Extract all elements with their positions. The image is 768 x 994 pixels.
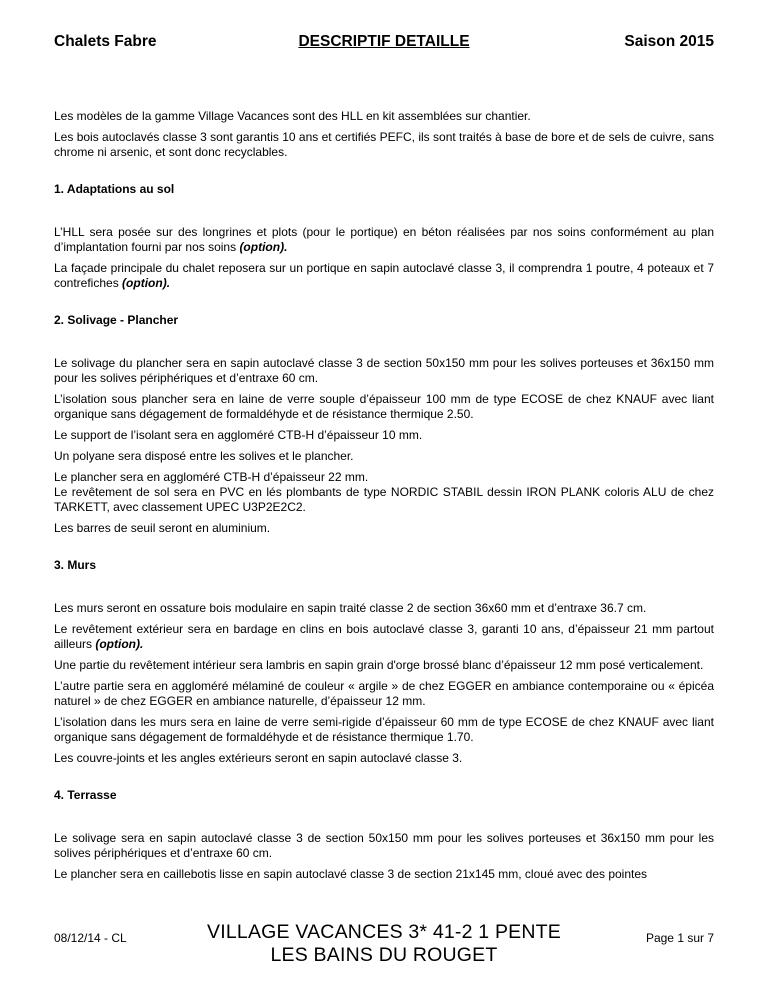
intro-paragraph: Les bois autoclavés classe 3 sont garantis 10 ans et certifiés PEFC, ils sont traités à base de bore et de sels de cuivre, sans chrome ni arsenic, et sont donc recyclables.: [54, 130, 714, 159]
footer-date: 08/12/14 - CL: [54, 931, 127, 945]
paragraph: Le plancher sera en caillebotis lisse en sapin autoclavé classe 3 de section 21x145 mm, cloué avec des pointes: [54, 867, 648, 881]
paragraph: Le support de l’isolant sera en aggloméré CTB-H d’épaisseur 10 mm.: [54, 428, 423, 442]
paragraph: Les barres de seuil seront en aluminium.: [54, 521, 271, 535]
season-label: Saison 2015: [624, 33, 714, 50]
option-label: (option).: [239, 240, 288, 254]
section-title: 1. Adaptations au sol: [54, 182, 175, 196]
option-label: (option).: [95, 637, 144, 651]
document-body: [54, 109, 714, 888]
paragraph: Les murs seront en ossature bois modulaire en sapin traité classe 2 de section 36x60 mm et d’entraxe 36.7 cm.: [54, 601, 647, 615]
paragraph: La façade principale du chalet reposera sur un portique en sapin autoclavé classe 3, il comprendra 1 poutre, 4 poteaux et 7 contrefiches (option).: [54, 261, 714, 290]
company-name: Chalets Fabre: [54, 33, 157, 50]
section-title: 4. Terrasse: [54, 788, 117, 802]
paragraph: L’isolation dans les murs sera en laine de verre semi-rigide d’épaisseur 60 mm de type ECOSE de chez KNAUF avec liant organique sans dégagement de formaldéhyde et de résistance thermique 1.70.: [54, 715, 714, 744]
page-footer: [54, 921, 714, 981]
section-title: 3. Murs: [54, 558, 97, 572]
paragraph: Le solivage sera en sapin autoclavé classe 3 de section 50x150 mm pour les solives porteuses et 36x150 mm pour les solives périphériques et d’entraxe 60 cm.: [54, 831, 714, 860]
page-header: [54, 33, 714, 57]
paragraph: Le revêtement extérieur sera en bardage en clins en bois autoclavé classe 3, garanti 10 ans, d’épaisseur 21 mm partout ailleurs (option).: [54, 622, 714, 651]
paragraph: Une partie du revêtement intérieur sera lambris en sapin grain d'orge brossé blanc d’épaisseur 12 mm posé verticalement.: [54, 658, 704, 672]
paragraph: Un polyane sera disposé entre les solives et le plancher.: [54, 449, 354, 463]
section-title: 2. Solivage - Plancher: [54, 313, 179, 327]
page-number: Page 1 sur 7: [645, 931, 714, 945]
paragraph: L’HLL sera posée sur des longrines et plots (pour le portique) en béton réalisées par nos soins conformément au plan d’implantation fourni par nos soins (option).: [54, 225, 714, 254]
document-title: DESCRIPTIF DETAILLE: [298, 33, 470, 50]
option-label: (option).: [122, 276, 171, 290]
paragraph: Le solivage du plancher sera en sapin autoclavé classe 3 de section 50x150 mm pour les solives porteuses et 36x150 mm pour les solives périphériques et d’entraxe 60 cm.: [54, 356, 714, 385]
paragraph: Le plancher sera en aggloméré CTB-H d’épaisseur 22 mm. Le revêtement de sol sera en PVC en lés plombants de type NORDIC STABIL dessin IRON PLANK coloris ALU de chez TARKETT, avec classement UPEC U3P2E2C2.: [54, 470, 714, 514]
paragraph: Les couvre-joints et les angles extérieurs seront en sapin autoclavé classe 3.: [54, 751, 463, 765]
paragraph: L’autre partie sera en aggloméré mélaminé de couleur « argile » de chez EGGER en ambiance contemporaine ou « épicéa naturel » de chez EGGER en ambiance naturelle, d’épaisseur 12 mm.: [54, 679, 714, 708]
footer-title: VILLAGE VACANCES 3* 41-2 1 PENTE LES BAINS DU ROUGET: [207, 921, 561, 966]
paragraph: L’isolation sous plancher sera en laine de verre souple d’épaisseur 100 mm de type ECOSE de chez KNAUF avec liant organique sans dégagement de formaldéhyde et de résistance thermique 2.50.: [54, 392, 714, 421]
intro-paragraph: Les modèles de la gamme Village Vacances sont des HLL en kit assemblées sur chantier.: [54, 109, 531, 123]
